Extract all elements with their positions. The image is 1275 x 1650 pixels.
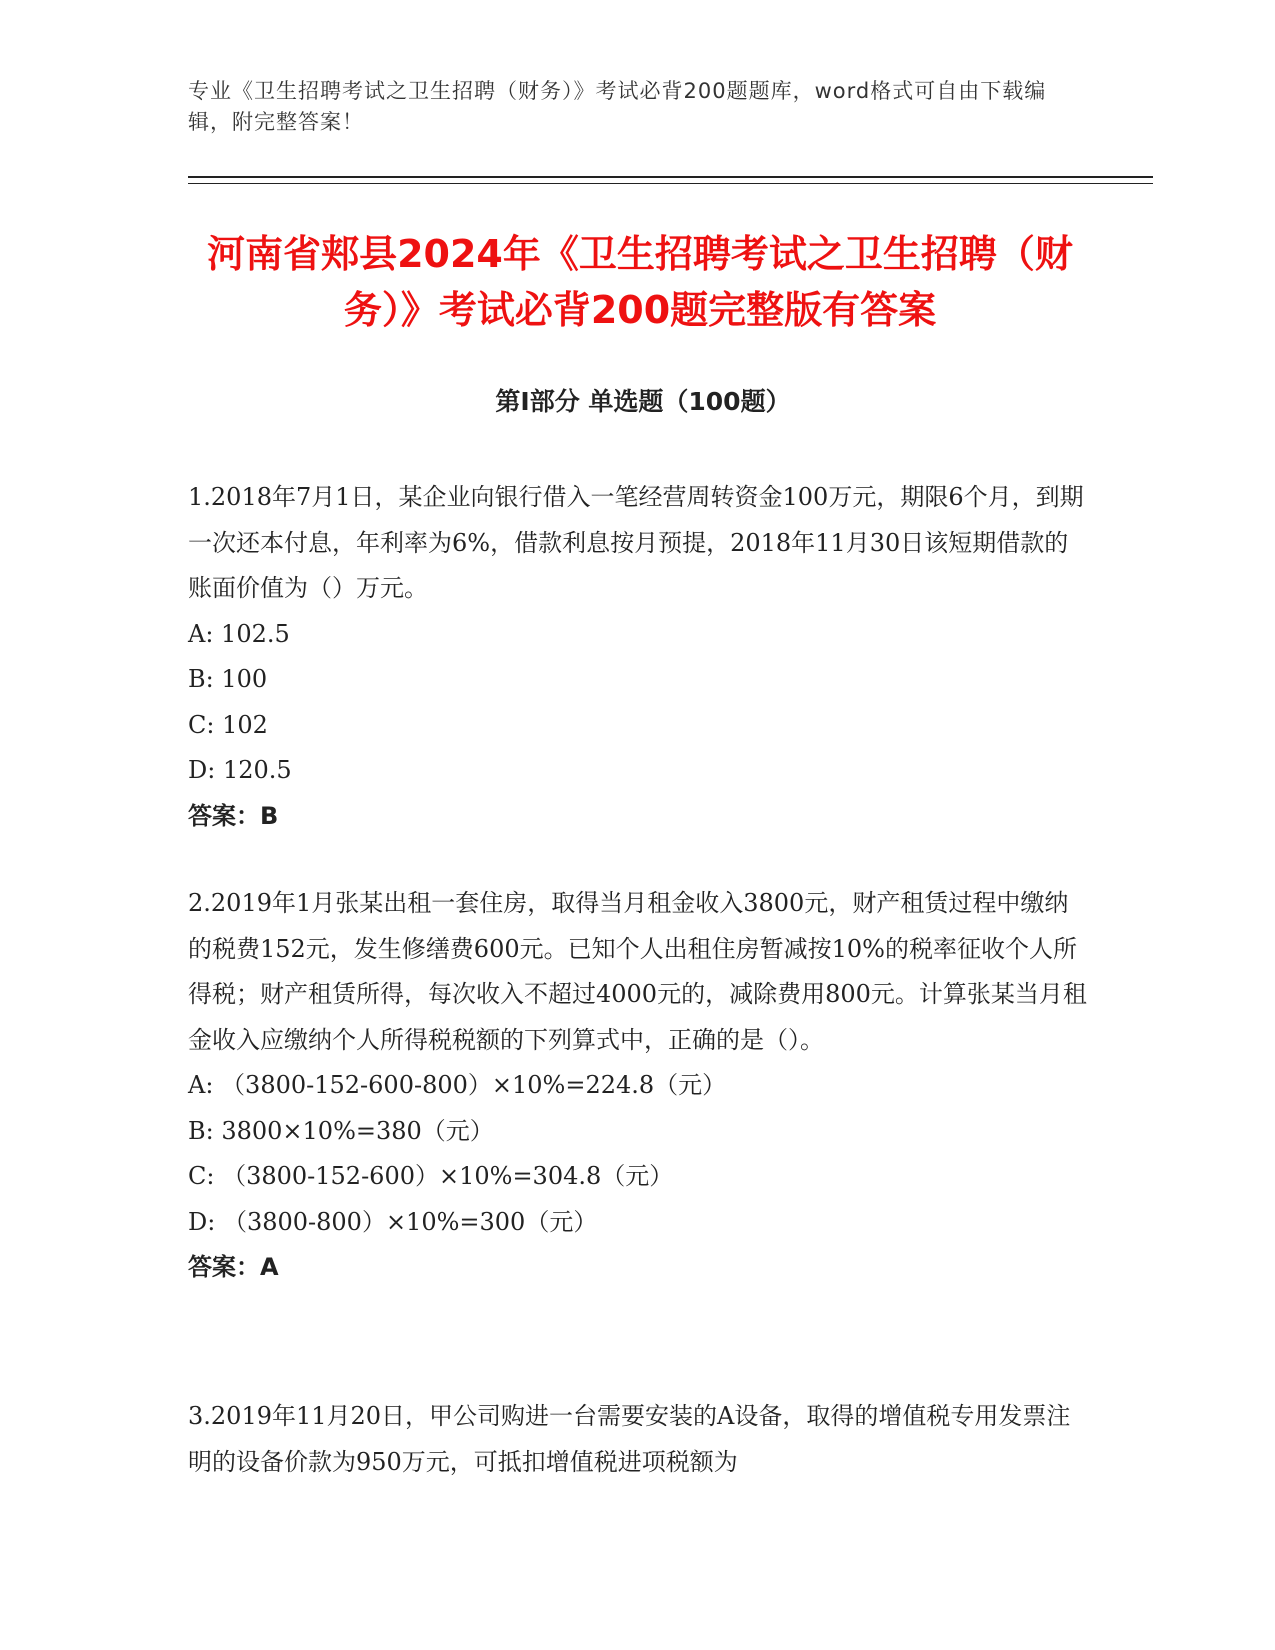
header-divider-thin [188,183,1153,184]
answer: 答案：B [188,801,279,830]
option-b: B: 3800×10%=380（元） [188,1116,494,1145]
question-stem: 3.2019年11月20日，甲公司购进一台需要安装的A设备，取得的增值税专用发票注明的设备价款为950万元，可抵扣增值税进项税额为 [188,1402,1071,1476]
section-heading: 第Ⅰ部分 单选题（100题） [495,387,791,416]
option-d: D: （3800-800）×10%=300（元） [188,1207,598,1236]
header-divider-thick [188,176,1153,178]
answer: 答案：A [188,1253,279,1281]
question-stem: 2.2019年1月张某出租一套住房，取得当月租金收入3800元，财产租赁过程中缴纳的税费152元，发生修缮费600元。已知个人出租住房暂减按10%的税率征收个人所得税；财产租赁所得，每次收入不超过4000元的，减除费用800元。计算张某当月租金收入应缴纳个人所得税税额的下列算式中，正确的是（）。 [188,889,1087,1054]
document-title: 河南省郏县2024年《卫生招聘考试之卫生招聘（财务）》考试必背200题完整版有答案 [207,232,1073,332]
option-a: A: （3800-152-600-800）×10%=224.8（元） [188,1071,727,1099]
option-d: D: 120.5 [188,756,292,784]
option-b: B: 100 [188,665,268,693]
question-1 [188,475,1088,839]
option-c: C: （3800-152-600）×10%=304.8（元） [188,1162,674,1190]
option-a: A: 102.5 [188,619,290,648]
question-2 [188,881,1088,1291]
question-stem: 1.2018年7月1日，某企业向银行借入一笔经营周转资金100万元，期限6个月，到期一次还本付息，年利率为6%，借款利息按月预提，2018年11月30日该短期借款的账面价值为（）万元。 [188,483,1084,602]
header-note: 专业《卫生招聘考试之卫生招聘（财务）》考试必背200题题库，word格式可自由下载编辑，附完整答案！ [188,79,1047,134]
question-3 [188,1394,1088,1485]
option-c: C: 102 [188,710,268,739]
